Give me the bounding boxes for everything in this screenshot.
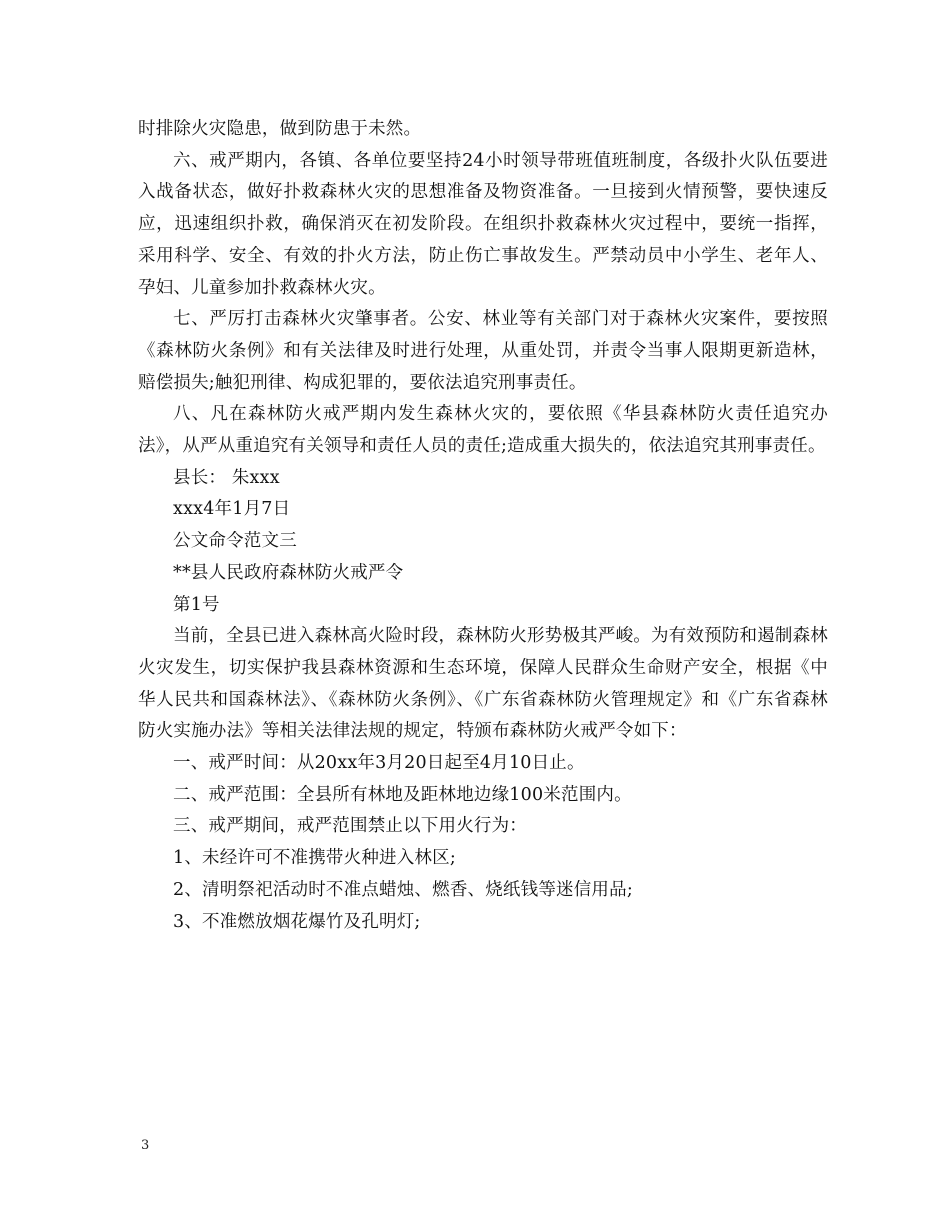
clause-one: 一、戒严时间：从20xx年3月20日起至4月10日止。 [173,753,585,774]
paragraph-item-eight: 八、凡在森林防火戒严期内发生森林火灾的，要依照《华县森林防火责任追究办法》，从严从重追究有关领导和责任人员的责任;造成重大损失的，依法追究其刑事责任。 [138,404,828,457]
document-body [138,114,828,938]
section-heading: 公文命令范文三 [173,531,297,552]
order-title: **县人民政府森林防火戒严令 [173,562,404,583]
list-item: 2、清明祭祀活动时不准点蜡烛、燃香、烧纸钱等迷信用品; [173,879,633,900]
paragraph-item-six: 六、戒严期内，各镇、各单位要坚持24小时领导带班值班制度，各级扑火队伍要进入战备状态，做好扑救森林火灾的思想准备及物资准备。一旦接到火情预警，要快速反应，迅速组织扑救，确保消灭在初发阶段。在组织扑救森林火灾过程中，要统一指挥，采用科学、安全、有效的扑火方法，防止伤亡事故发生。严禁动员中小学生、老年人、孕妇、儿童参加扑救森林火灾。 [138,150,828,298]
signature-line: 县长： 朱xxx [173,467,280,488]
page-number: 3 [141,1138,150,1153]
clause-three: 三、戒严期间，戒严范围禁止以下用火行为： [173,816,527,837]
paragraph-continuation: 时排除火灾隐患，做到防患于未然。 [138,119,422,139]
list-item: 3、不准燃放烟花爆竹及孔明灯; [173,911,421,932]
paragraph-item-seven: 七、严厉打击森林火灾肇事者。公安、林业等有关部门对于森林火灾案件，要按照《森林防火条例》和有关法律及时进行处理，从重处罚，并责令当事人限期更新造林，赔偿损失;触犯刑律、构成犯罪的，要依法追究刑事责任。 [138,309,828,393]
order-preamble: 当前，全县已进入森林高火险时段，森林防火形势极其严峻。为有效预防和遏制森林火灾发生，切实保护我县森林资源和生态环境，保障人民群众生命财产安全，根据《中华人民共和国森林法》、《森林防火条例》、《广东省森林防火管理规定》和《广东省森林防火实施办法》等相关法律法规的规定，特颁布森林防火戒严令如下： [138,626,828,742]
list-item: 1、未经许可不准携带火种进入林区; [173,848,456,869]
order-number: 第1号 [173,594,220,615]
date-line: xxx4年1月7日 [173,499,291,520]
clause-two: 二、戒严范围：全县所有林地及距林地边缘100米范围内。 [173,784,632,805]
